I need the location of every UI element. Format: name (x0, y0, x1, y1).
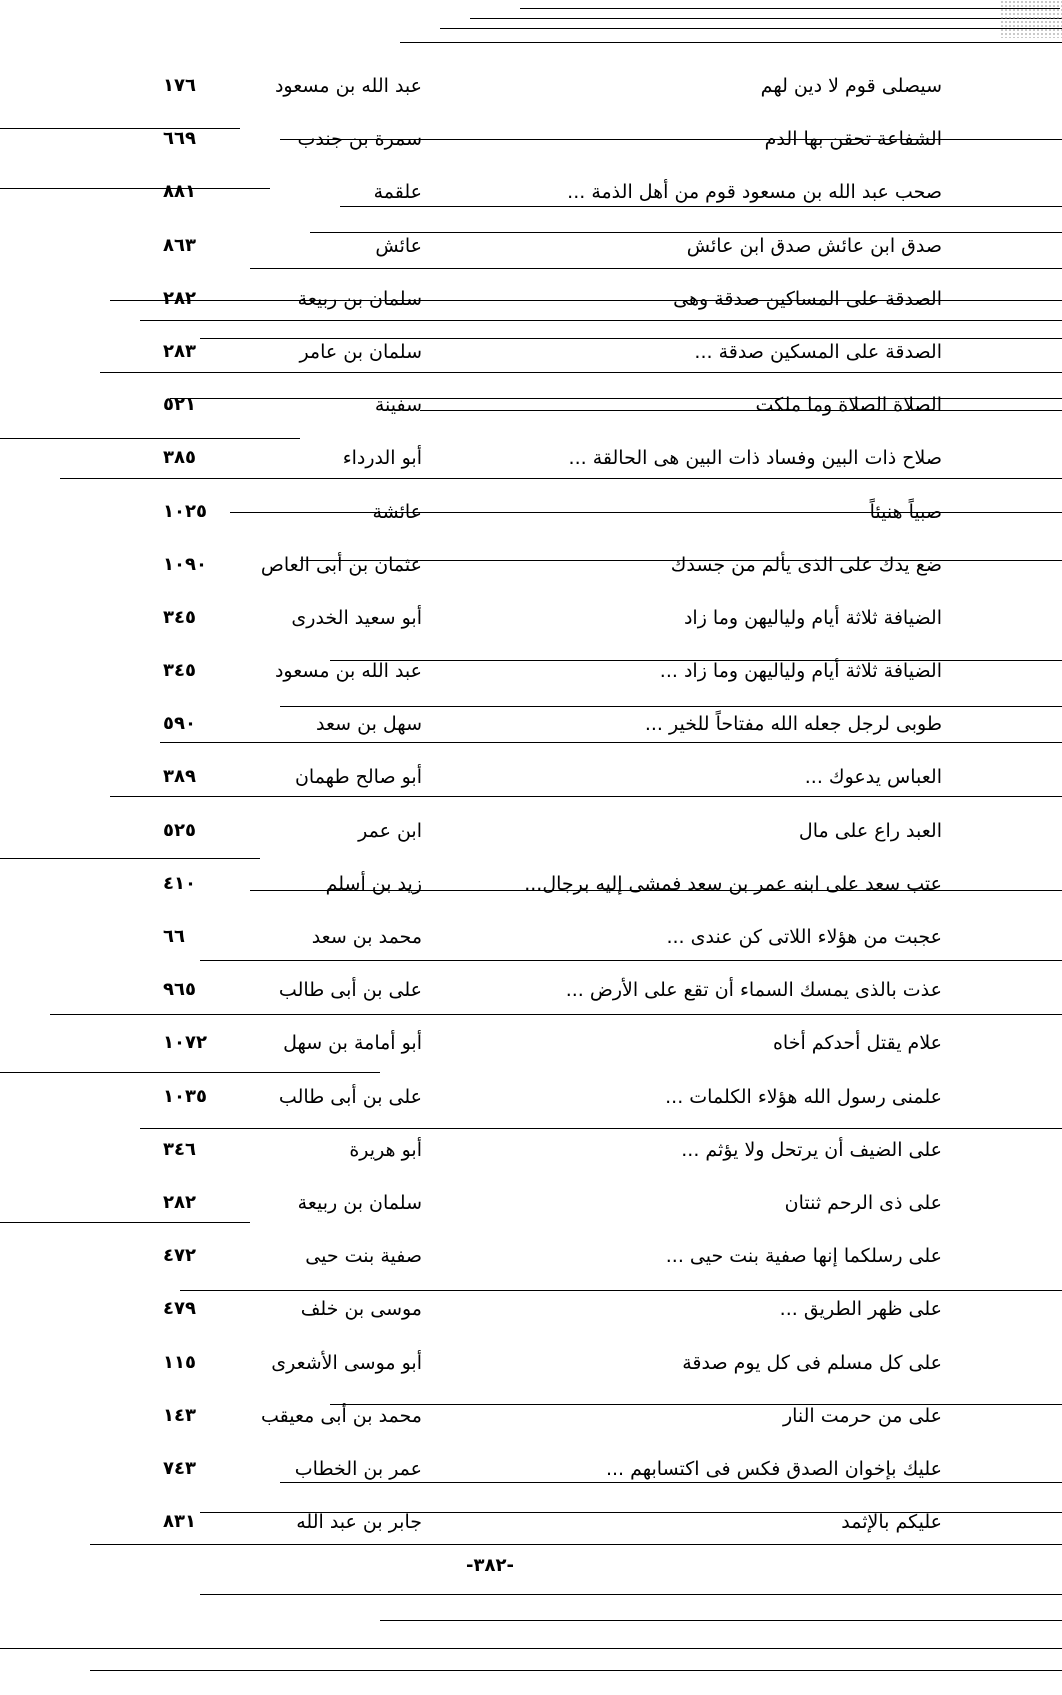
hadith-phrase: على ظهر الطريق ... (779, 1298, 942, 1321)
hadith-phrase: صبياً هنيئاً (869, 500, 942, 523)
narrator-name: صفية بنت حيى (305, 1245, 422, 1268)
narrator-name: سلمان بن ربيعة (297, 1191, 422, 1214)
page-reference: ٢٨٢ (163, 287, 196, 309)
index-row (0, 539, 1062, 592)
narrator-name: سفينة (374, 394, 422, 417)
page-reference: ٣٤٦ (163, 1138, 196, 1160)
page-reference: ٢٨٢ (163, 1191, 196, 1213)
page-reference: ٦٦ (163, 926, 185, 947)
page-reference: ٤٧٩ (163, 1298, 196, 1320)
narrator-name: على بن أبى طالب (278, 1085, 422, 1108)
index-row (0, 1337, 1062, 1390)
page-number: -٣٨٢- (466, 1555, 514, 1576)
page-reference: ٣٤٥ (163, 660, 196, 682)
page-reference: ٩٦٥ (163, 979, 196, 1001)
narrator-name: على بن أبى طالب (278, 979, 422, 1002)
index-row (0, 220, 1062, 273)
page-reference: ١٠٧٢ (163, 1032, 207, 1054)
page-reference: ٣٤٥ (163, 606, 196, 628)
index-row (0, 1124, 1062, 1177)
hadith-phrase: عليك بإخوان الصدق فكس فى اكتسابهم ... (605, 1457, 942, 1480)
index-row (0, 1496, 1062, 1549)
narrator-name: زيد بن أسلم (325, 872, 422, 895)
scan-noise-corner (1000, 0, 1062, 38)
index-row (0, 751, 1062, 804)
index-row (0, 113, 1062, 166)
narrator-name: عائش (375, 234, 422, 257)
narrator-name: عبد الله بن مسعود (274, 660, 422, 683)
hadith-phrase: على كل مسلم فى كل يوم صدقة (682, 1351, 942, 1374)
narrator-name: عثمان بن أبى العاص (260, 553, 422, 576)
index-row (0, 645, 1062, 698)
hadith-phrase: صلاح ذات البين وفساد ذات البين هى الحالقة ... (568, 447, 942, 470)
narrator-name: أبو سعيد الخدرى (291, 606, 422, 629)
hadith-phrase: صدق ابن عائش صدق ابن عائش (686, 234, 942, 257)
page-reference: ٨٦٣ (163, 234, 196, 256)
hadith-phrase: صحب عبد الله بن مسعود قوم من أهل الذمة ... (567, 181, 942, 204)
page-reference: ٨٣١ (163, 1511, 196, 1533)
index-row (0, 1443, 1062, 1496)
narrator-name: سمرة بن جندب (297, 128, 422, 151)
index-table (0, 60, 1062, 1549)
index-row (0, 326, 1062, 379)
narrator-name: عمر بن الخطاب (294, 1457, 422, 1480)
page-reference: ٨٨١ (163, 181, 196, 203)
page-reference: ٣٨٥ (163, 447, 196, 469)
page-reference: ٤١٠ (163, 872, 196, 894)
hadith-phrase: علام يقتل أحدكم أخاه (772, 1032, 942, 1055)
index-row (0, 805, 1062, 858)
hadith-phrase: الصلاة الصلاة وما ملكت (755, 394, 942, 417)
narrator-name: علقمة (373, 181, 422, 204)
narrator-name: أبو هريرة (349, 1138, 422, 1161)
narrator-name: محمد بن أبى معيقب (260, 1404, 422, 1427)
narrator-name: ابن عمر (358, 819, 422, 842)
hadith-phrase: الضيافة ثلاثة أيام ولياليهن وما زاد (683, 606, 942, 629)
hadith-phrase: العبد راع على مال (798, 819, 942, 842)
page-reference: ٧٤٣ (163, 1457, 196, 1479)
page-reference: ١٤٣ (163, 1404, 196, 1426)
hadith-phrase: طوبى لرجل جعله الله مفتاحاً للخير ... (644, 713, 942, 736)
index-row (0, 1283, 1062, 1336)
index-row (0, 1071, 1062, 1124)
hadith-phrase: عليكم بالإثمد (841, 1511, 942, 1534)
narrator-name: عائشة (372, 500, 422, 523)
index-row (0, 1017, 1062, 1070)
page-reference: ١٠٢٥ (163, 500, 207, 522)
narrator-name: أبو صالح طهمان (294, 766, 422, 789)
hadith-phrase: عتب سعد على ابنه عمر بن سعد فمشى إليه برجال... (524, 872, 942, 895)
index-row (0, 432, 1062, 485)
narrator-name: أبو أمامة بن سهل (283, 1032, 422, 1055)
index-row (0, 379, 1062, 432)
hadith-phrase: على الضيف أن يرتحل ولا يؤثم ... (681, 1138, 942, 1161)
index-row (0, 486, 1062, 539)
page-reference: ٢٨٣ (163, 340, 196, 362)
page-reference: ١٠٩٠ (163, 553, 207, 575)
index-row (0, 698, 1062, 751)
hadith-phrase: الصدقة على المسكين صدقة ... (694, 340, 942, 363)
hadith-phrase: الشفاعة تحقن بها الدم (764, 128, 942, 151)
page-reference: ٣٨٩ (163, 766, 196, 788)
page-reference: ٥٢٥ (163, 819, 196, 841)
narrator-name: موسى بن خلف (300, 1298, 422, 1321)
hadith-phrase: عذت بالذى يمسك السماء أن تقع على الأرض ... (565, 979, 942, 1002)
page-reference: ٤٧٢ (163, 1245, 196, 1267)
hadith-phrase: العباس يدعوك ... (804, 766, 942, 789)
index-row (0, 60, 1062, 113)
hadith-phrase: الضيافة ثلاثة أيام ولياليهن وما زاد ... (659, 660, 942, 683)
index-row (0, 911, 1062, 964)
index-row (0, 1177, 1062, 1230)
page-reference: ٥٢١ (163, 394, 196, 416)
narrator-name: سهل بن سعد (316, 713, 422, 736)
hadith-phrase: على رسلكما إنها صفية بنت حيى ... (665, 1245, 942, 1268)
hadith-phrase: سيصلى قوم لا دين لهم (760, 75, 942, 97)
narrator-name: سلمان بن ربيعة (297, 287, 422, 310)
page-reference: ٦٦٩ (163, 128, 196, 150)
narrator-name: محمد بن سعد (311, 926, 422, 948)
narrator-name: جابر بن عبد الله (296, 1511, 422, 1534)
narrator-name: عبد الله بن مسعود (274, 75, 422, 97)
index-row (0, 166, 1062, 219)
index-row (0, 273, 1062, 326)
page-reference: ١٧٦ (163, 75, 196, 96)
hadith-phrase: عجبت من هؤلاء اللاتى كن عندى ... (666, 926, 942, 948)
index-row (0, 1230, 1062, 1283)
hadith-phrase: علمنى رسول الله هؤلاء الكلمات ... (665, 1085, 942, 1108)
narrator-name: سلمان بن عامر (299, 340, 422, 363)
narrator-name: أبو موسى الأشعرى (271, 1351, 422, 1374)
hadith-phrase: الصدقة على المساكين صدقة وهى (673, 287, 942, 310)
index-row (0, 592, 1062, 645)
narrator-name: أبو الدرداء (342, 447, 422, 470)
hadith-phrase: على من حرمت النار (782, 1404, 942, 1427)
page-reference: ٥٩٠ (163, 713, 196, 735)
index-row (0, 1390, 1062, 1443)
page-reference: ١١٥ (163, 1351, 196, 1373)
index-row (0, 858, 1062, 911)
index-row (0, 964, 1062, 1017)
hadith-phrase: ضع يدك على الذى يألم من جسدك (670, 553, 942, 576)
page-reference: ١٠٣٥ (163, 1085, 207, 1107)
hadith-phrase: على ذى الرحم ثنتان (784, 1191, 942, 1214)
